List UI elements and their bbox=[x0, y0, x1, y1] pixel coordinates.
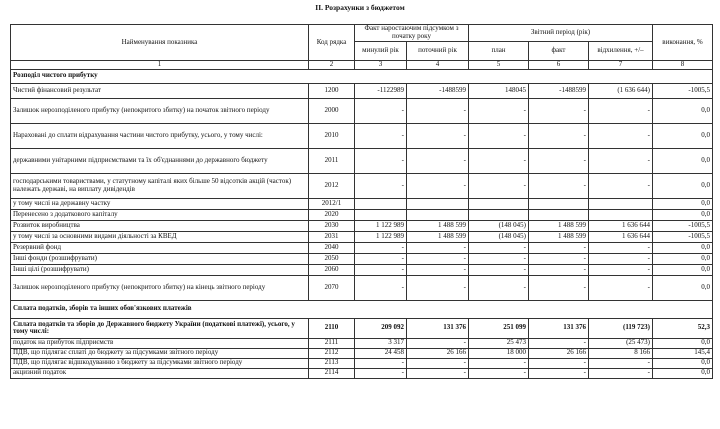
value-prev-year: - bbox=[355, 242, 407, 253]
value-cur-year: - bbox=[407, 242, 469, 253]
value-fact: - bbox=[529, 148, 589, 173]
value-fact: - bbox=[529, 338, 589, 348]
value-deviation: - bbox=[589, 173, 653, 198]
value-deviation: - bbox=[589, 253, 653, 264]
value-cur-year: -1488599 bbox=[407, 83, 469, 98]
value-cur-year: - bbox=[407, 173, 469, 198]
value-deviation: - bbox=[589, 242, 653, 253]
table-row bbox=[11, 338, 713, 348]
value-cur-year bbox=[407, 198, 469, 209]
header-fact: факт bbox=[529, 42, 589, 61]
row-name: державними унітарними підприємствами та їх об'єднаннями до державного бюджету bbox=[11, 148, 309, 173]
row-code: 2060 bbox=[309, 264, 355, 275]
value-cur-year: - bbox=[407, 358, 469, 368]
value-execution: 0,0 bbox=[653, 123, 713, 148]
value-plan: - bbox=[469, 358, 529, 368]
value-deviation: (25 473) bbox=[589, 338, 653, 348]
value-plan: - bbox=[469, 275, 529, 300]
header-execution: виконання, % bbox=[653, 25, 713, 61]
value-execution: -1005,5 bbox=[653, 231, 713, 242]
col-number: 3 bbox=[355, 61, 407, 70]
value-fact bbox=[529, 209, 589, 220]
row-code: 2070 bbox=[309, 275, 355, 300]
row-name: Перенесено з додаткового капіталу bbox=[11, 209, 309, 220]
value-fact: 131 376 bbox=[529, 318, 589, 338]
row-name: Сплата податків та зборів до Державного бюджету України (податкові платежі), усього, у тому числі: bbox=[11, 318, 309, 338]
value-cur-year: - bbox=[407, 264, 469, 275]
value-plan: - bbox=[469, 148, 529, 173]
table-row bbox=[11, 148, 713, 173]
value-execution: 0,0 bbox=[653, 264, 713, 275]
row-name: Залишок нерозподіленого прибутку (непокритого збитку) на кінець звітного періоду bbox=[11, 275, 309, 300]
value-cur-year: 1 488 599 bbox=[407, 231, 469, 242]
value-execution: 0,0 bbox=[653, 338, 713, 348]
row-name: Залишок нерозподіленого прибутку (непокритого збитку) на початок звітного періоду bbox=[11, 98, 309, 123]
row-code: 1200 bbox=[309, 83, 355, 98]
table-row bbox=[11, 231, 713, 242]
row-code: 2040 bbox=[309, 242, 355, 253]
page-title: II. Розрахунки з бюджетом bbox=[315, 3, 405, 12]
table-row bbox=[11, 198, 713, 209]
row-name: Інші фонди (розшифрувати) bbox=[11, 253, 309, 264]
value-execution: 0,0 bbox=[653, 98, 713, 123]
value-cur-year: - bbox=[407, 338, 469, 348]
section-title: Розподіл чистого прибутку bbox=[11, 69, 713, 83]
value-prev-year: - bbox=[355, 173, 407, 198]
row-name: Розвиток виробництва bbox=[11, 220, 309, 231]
table-row bbox=[11, 253, 713, 264]
col-number: 5 bbox=[469, 61, 529, 70]
value-deviation: 8 166 bbox=[589, 348, 653, 358]
value-execution: 52,3 bbox=[653, 318, 713, 338]
row-name: Резервний фонд bbox=[11, 242, 309, 253]
section-row-taxes bbox=[11, 300, 713, 318]
row-name: ПДВ, що підлягає відшкодуванню з бюджету за підсумками звітного періоду bbox=[11, 358, 309, 368]
col-number: 2 bbox=[309, 61, 355, 70]
row-code: 2114 bbox=[309, 368, 355, 378]
value-cur-year: - bbox=[407, 148, 469, 173]
value-plan: 18 000 bbox=[469, 348, 529, 358]
col-number: 1 bbox=[11, 61, 309, 70]
header-report-group: Звітний період (рік) bbox=[469, 25, 653, 42]
value-deviation: - bbox=[589, 148, 653, 173]
value-prev-year: 24 458 bbox=[355, 348, 407, 358]
budget-settlements-table bbox=[10, 24, 713, 379]
value-fact: - bbox=[529, 264, 589, 275]
value-plan: - bbox=[469, 242, 529, 253]
value-plan: - bbox=[469, 98, 529, 123]
value-plan: - bbox=[469, 368, 529, 378]
value-deviation: 1 636 644 bbox=[589, 220, 653, 231]
table-row bbox=[11, 368, 713, 378]
table-row bbox=[11, 242, 713, 253]
value-plan: - bbox=[469, 123, 529, 148]
value-plan: (148 045) bbox=[469, 220, 529, 231]
row-name: у тому числі за основними видами діяльності за КВЕД bbox=[11, 231, 309, 242]
value-deviation: 1 636 644 bbox=[589, 231, 653, 242]
col-number: 7 bbox=[589, 61, 653, 70]
value-prev-year bbox=[355, 198, 407, 209]
value-prev-year: 3 317 bbox=[355, 338, 407, 348]
value-fact: - bbox=[529, 358, 589, 368]
col-number: 8 bbox=[653, 61, 713, 70]
row-name: господарськими товариствами, у статутному капіталі яких більше 50 відсотків акцій (часток) належать державі, на виплату дивідендів bbox=[11, 173, 309, 198]
row-code: 2112 bbox=[309, 348, 355, 358]
header-fact-group: Факт наростаючим підсумком з початку року bbox=[355, 25, 469, 42]
table-row bbox=[11, 209, 713, 220]
header-cur-year: поточний рік bbox=[407, 42, 469, 61]
value-deviation: (1 636 644) bbox=[589, 83, 653, 98]
value-deviation: - bbox=[589, 123, 653, 148]
row-code: 2012/1 bbox=[309, 198, 355, 209]
section-row-profit-distribution bbox=[11, 69, 713, 83]
row-name: у тому числі на державну частку bbox=[11, 198, 309, 209]
header-code: Код рядка bbox=[309, 25, 355, 61]
row-code: 2050 bbox=[309, 253, 355, 264]
value-fact: - bbox=[529, 98, 589, 123]
row-code: 2111 bbox=[309, 338, 355, 348]
value-execution: 0,0 bbox=[653, 358, 713, 368]
value-deviation bbox=[589, 209, 653, 220]
value-fact: 26 166 bbox=[529, 348, 589, 358]
value-fact: - bbox=[529, 242, 589, 253]
value-execution: 0,0 bbox=[653, 148, 713, 173]
row-name: податок на прибуток підприємств bbox=[11, 338, 309, 348]
value-fact: - bbox=[529, 368, 589, 378]
row-code: 2110 bbox=[309, 318, 355, 338]
value-fact: 1 488 599 bbox=[529, 220, 589, 231]
value-plan: - bbox=[469, 253, 529, 264]
row-code: 2020 bbox=[309, 209, 355, 220]
row-name: Чистий фінансовий результат bbox=[11, 83, 309, 98]
value-deviation: - bbox=[589, 264, 653, 275]
value-execution: 0,0 bbox=[653, 275, 713, 300]
value-execution: -1005,5 bbox=[653, 220, 713, 231]
row-code: 2030 bbox=[309, 220, 355, 231]
value-cur-year: 131 376 bbox=[407, 318, 469, 338]
value-plan: 25 473 bbox=[469, 338, 529, 348]
value-prev-year: - bbox=[355, 98, 407, 123]
value-cur-year: - bbox=[407, 98, 469, 123]
row-code: 2010 bbox=[309, 123, 355, 148]
value-deviation: - bbox=[589, 358, 653, 368]
value-fact: - bbox=[529, 173, 589, 198]
value-cur-year bbox=[407, 209, 469, 220]
value-execution: 0,0 bbox=[653, 209, 713, 220]
value-prev-year bbox=[355, 209, 407, 220]
value-plan: 251 099 bbox=[469, 318, 529, 338]
value-fact: - bbox=[529, 275, 589, 300]
value-deviation: - bbox=[589, 275, 653, 300]
value-plan: 148045 bbox=[469, 83, 529, 98]
value-execution: 145,4 bbox=[653, 348, 713, 358]
value-fact: - bbox=[529, 123, 589, 148]
value-cur-year: - bbox=[407, 275, 469, 300]
row-name: Інші цілі (розшифрувати) bbox=[11, 264, 309, 275]
value-prev-year: - bbox=[355, 253, 407, 264]
value-fact bbox=[529, 198, 589, 209]
value-execution: 0,0 bbox=[653, 173, 713, 198]
value-cur-year: - bbox=[407, 123, 469, 148]
value-fact: -1488599 bbox=[529, 83, 589, 98]
value-prev-year: 1 122 989 bbox=[355, 220, 407, 231]
table-row bbox=[11, 348, 713, 358]
section-title: Сплата податків, зборів та інших обов'язкових платежів bbox=[11, 300, 713, 318]
value-execution: 0,0 bbox=[653, 253, 713, 264]
header-plan: план bbox=[469, 42, 529, 61]
table-row bbox=[11, 98, 713, 123]
table-row bbox=[11, 358, 713, 368]
value-prev-year: - bbox=[355, 275, 407, 300]
row-name: Нараховані до сплати відрахування частини чистого прибутку, усього, у тому числі: bbox=[11, 123, 309, 148]
header-deviation: відхилення, +/– bbox=[589, 42, 653, 61]
row-code: 2011 bbox=[309, 148, 355, 173]
value-prev-year: - bbox=[355, 264, 407, 275]
value-plan: (148 045) bbox=[469, 231, 529, 242]
value-prev-year: 209 092 bbox=[355, 318, 407, 338]
header-prev-year: минулий рік bbox=[355, 42, 407, 61]
value-plan bbox=[469, 209, 529, 220]
table-row bbox=[11, 318, 713, 338]
table-row bbox=[11, 173, 713, 198]
value-execution: 0,0 bbox=[653, 242, 713, 253]
value-prev-year: -1122989 bbox=[355, 83, 407, 98]
value-execution: -1005,5 bbox=[653, 83, 713, 98]
value-cur-year: - bbox=[407, 253, 469, 264]
table-row bbox=[11, 264, 713, 275]
table-row bbox=[11, 123, 713, 148]
value-deviation bbox=[589, 198, 653, 209]
header-name: Найменування показника bbox=[11, 25, 309, 61]
value-plan bbox=[469, 198, 529, 209]
value-prev-year: - bbox=[355, 368, 407, 378]
value-execution: 0,0 bbox=[653, 368, 713, 378]
table-row bbox=[11, 275, 713, 300]
row-name: ПДВ, що підлягає сплаті до бюджету за підсумками звітного періоду bbox=[11, 348, 309, 358]
value-deviation: - bbox=[589, 368, 653, 378]
value-deviation: (119 723) bbox=[589, 318, 653, 338]
value-cur-year: 26 166 bbox=[407, 348, 469, 358]
value-execution: 0,0 bbox=[653, 198, 713, 209]
value-fact: 1 488 599 bbox=[529, 231, 589, 242]
row-name: акцизний податок bbox=[11, 368, 309, 378]
table-row bbox=[11, 220, 713, 231]
row-code: 2012 bbox=[309, 173, 355, 198]
value-plan: - bbox=[469, 264, 529, 275]
row-code: 2000 bbox=[309, 98, 355, 123]
value-prev-year: - bbox=[355, 123, 407, 148]
value-deviation: - bbox=[589, 98, 653, 123]
row-code: 2113 bbox=[309, 358, 355, 368]
row-code: 2031 bbox=[309, 231, 355, 242]
value-prev-year: - bbox=[355, 148, 407, 173]
value-plan: - bbox=[469, 173, 529, 198]
value-cur-year: 1 488 599 bbox=[407, 220, 469, 231]
value-cur-year: - bbox=[407, 368, 469, 378]
value-prev-year: - bbox=[355, 358, 407, 368]
table-row bbox=[11, 83, 713, 98]
col-number: 4 bbox=[407, 61, 469, 70]
value-fact: - bbox=[529, 253, 589, 264]
value-prev-year: 1 122 989 bbox=[355, 231, 407, 242]
col-number: 6 bbox=[529, 61, 589, 70]
